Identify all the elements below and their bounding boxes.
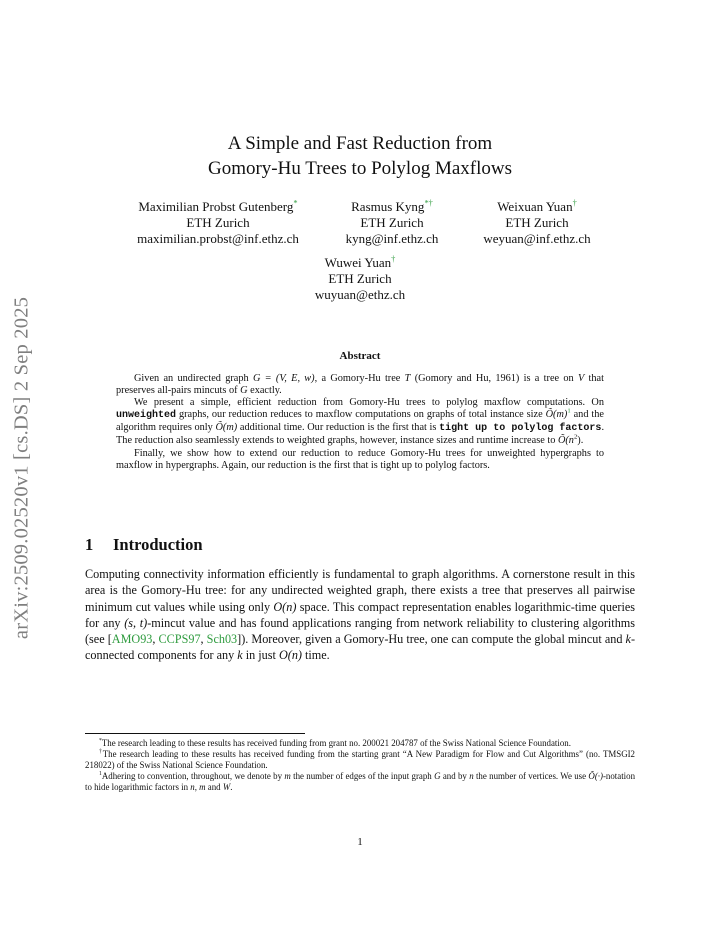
footnote-2: †The research leading to these results has received funding from the starting grant “A New Paradigm for Flow and Cut Algorithms” (no. TMSGI2 218022) of the Swiss National Science Foundation. [85,749,635,771]
abstract-paragraph-1: Given an undirected graph G = (V, E, w), a Gomory-Hu tree T (Gomory and Hu, 1961) is a tree on V that preserves all-pairs mincuts of G exactly. [116,373,604,397]
author-name: Weixuan Yuan [497,199,573,214]
author-email: weyuan@inf.ethz.ch [483,231,591,246]
author-mark[interactable]: * [293,197,298,208]
footnote-rule [85,733,305,734]
abstract-heading: Abstract [339,350,381,362]
section-heading-introduction: 1 Introduction [85,535,203,554]
abstract-body [116,373,604,472]
author-email: maximilian.probst@inf.ethz.ch [137,231,299,246]
author-name: Wuwei Yuan [324,255,392,270]
author-block-1 [110,199,326,247]
footnote-3: $^1$Adhering to convention, throughout, we denote by m the number of edges of the input graph G and by n the number of vertices. We use Õ(·)-notation to hide logarithmic factors in n, m and W. [85,771,636,793]
author-mark[interactable]: *† [424,197,433,208]
paper-title [0,131,720,181]
citation-link-sch03[interactable]: Sch03 [206,632,238,647]
abstract-paragraph-3: Finally, we show how to extend our reduction to reduce Gomory-Hu trees for unweighted hypergraphs to maxflow in hypergraphs. Again, our reduction is the first that is tight up to polylog factors. [116,447,604,471]
author-email: kyng@inf.ethz.ch [345,231,439,246]
abstract-paragraph-2: We present a simple, efficient reduction from Gomory-Hu trees to polylog maxflow computations. On unweighted graphs, our reduction reduces to maxflow computations on graphs of total instance size $Õ(m)^1$ and the algorithm requires only Õ(m) additional time. Our reduction is the first that is tight up to polylog factors. The reduction also seamlessly extends to weighted graphs, however, instance sizes and runtime increase to $Õ(n^2)$. [116,397,605,447]
author-affiliation: ETH Zurich [505,215,569,230]
author-name: Maximilian Probst Gutenberg [138,199,294,214]
title-line-1: A Simple and Fast Reduction from [227,133,493,154]
author-block-3 [462,199,612,247]
author-affiliation: ETH Zurich [360,215,424,230]
author-email: wuyuan@ethz.ch [314,287,406,302]
arxiv-sidebar-id: arXiv:2509.02520v1 [cs.DS] 2 Sep 2025 [10,296,33,640]
author-name: Rasmus Kyng [351,199,425,214]
author-block-2 [328,199,456,247]
citation-link-ccps97[interactable]: CCPS97 [158,632,201,647]
page-number: 1 [357,836,363,848]
footnotes [85,738,635,793]
introduction-paragraph: Computing connectivity information efficiently is fundamental to graph algorithms. A cornerstone result in this area is the Gomory-Hu tree: for any undirected weighted graph, there exists a tree that preserves all pairwise minimum cut values while using only O(n) space. This compact representation enables logarithmic-time queries for any (s, t)-mincut value and has found applications ranging from network reliability to clustering algorithms (see [AMO93, CCPS97, Sch03]). Moreover, given a Gomory-Hu tree, one can compute the global mincut and k-connected components for any k in just O(n) time. [85,567,636,663]
title-line-2: Gomory-Hu Trees to Polylog Maxflows [207,158,512,179]
author-mark[interactable]: † [572,197,577,208]
author-affiliation: ETH Zurich [186,215,250,230]
citation-link-amo93[interactable]: AMO93 [111,632,153,647]
footnote-ref-1[interactable]: 1 [567,407,571,415]
author-mark[interactable]: † [391,253,396,264]
author-block-4 [0,255,720,303]
author-affiliation: ETH Zurich [328,271,392,286]
footnote-1: *The research leading to these results has received funding from grant no. 200021 204787 of the Swiss National Science Foundation. [99,738,571,748]
